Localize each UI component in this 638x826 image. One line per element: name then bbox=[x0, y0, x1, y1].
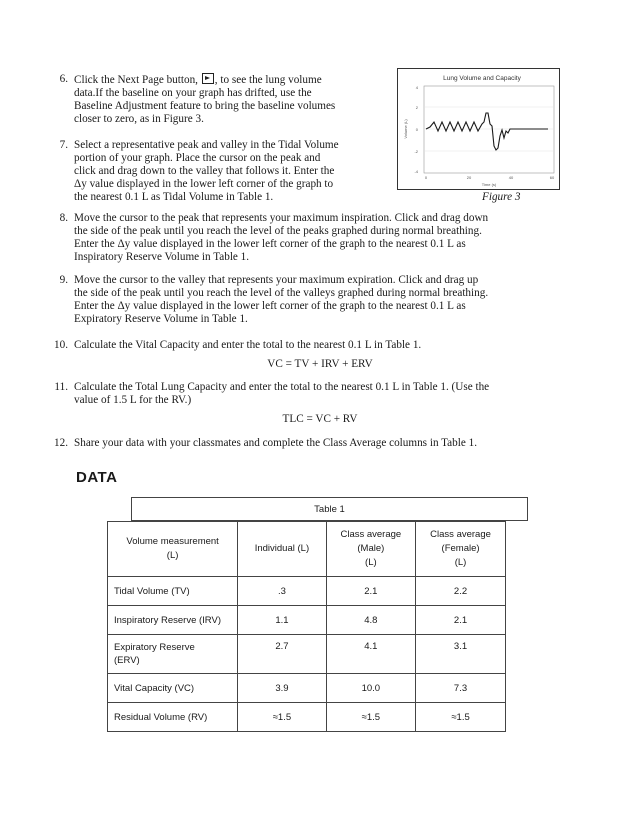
individual-value: ≈1.5 bbox=[238, 703, 326, 732]
table-row bbox=[108, 577, 506, 606]
y-tick: 4 bbox=[415, 85, 418, 90]
individual-value: .3 bbox=[238, 577, 326, 606]
y-tick: 2 bbox=[415, 105, 418, 110]
step-text: Share your data with your classmates and complete the Class Average columns in Table 1. bbox=[74, 437, 477, 449]
table-row bbox=[108, 635, 506, 674]
figure-caption: Figure 3 bbox=[482, 191, 521, 203]
step-text: Click the Next Page button, , to see the lung volume data.If the baseline on your graph has drifted, use the Baseline Adjustment feature to bring the baseline volumes closer to zero, as in Figure 3. bbox=[74, 74, 336, 125]
individual-value: 2.7 bbox=[238, 635, 326, 674]
x-tick: 60 bbox=[549, 175, 555, 180]
x-axis-label: Time (s) bbox=[481, 182, 497, 187]
individual-value: 1.1 bbox=[238, 606, 326, 635]
lung-volume-graph bbox=[398, 69, 559, 189]
graph-title: Lung Volume and Capacity bbox=[443, 75, 521, 82]
step-number: 12. bbox=[54, 437, 68, 449]
step-number: 6. bbox=[59, 73, 68, 85]
male-average-value: 4.8 bbox=[326, 606, 415, 635]
table-caption: Table 1 bbox=[131, 497, 528, 521]
x-tick: 0 bbox=[424, 175, 428, 180]
header-volume-measurement: Volume measurement (L) bbox=[108, 522, 238, 577]
row-label: Tidal Volume (TV) bbox=[108, 577, 238, 606]
step-number: 10. bbox=[54, 339, 68, 351]
individual-value: 3.9 bbox=[238, 674, 326, 703]
x-tick: 40 bbox=[508, 175, 514, 180]
x-tick: 20 bbox=[466, 175, 472, 180]
y-tick: 0 bbox=[415, 127, 418, 132]
female-average-value: 2.1 bbox=[416, 606, 506, 635]
female-average-value: 2.2 bbox=[416, 577, 506, 606]
header-class-average-female: Class average (Female) (L) bbox=[416, 522, 506, 577]
step-number: 9. bbox=[59, 274, 68, 286]
y-axis-label: Volume (L) bbox=[403, 119, 408, 139]
row-label: Inspiratory Reserve (IRV) bbox=[108, 606, 238, 635]
row-label: Residual Volume (RV) bbox=[108, 703, 238, 732]
data-table bbox=[107, 521, 506, 732]
step-number: 8. bbox=[59, 212, 68, 224]
step-number: 11. bbox=[54, 381, 68, 393]
row-label: Expiratory Reserve (ERV) bbox=[108, 635, 238, 674]
male-average-value: ≈1.5 bbox=[326, 703, 415, 732]
table-header-row bbox=[108, 522, 506, 577]
table-row bbox=[108, 703, 506, 732]
step-number: 7. bbox=[59, 139, 68, 151]
table-row bbox=[108, 606, 506, 635]
male-average-value: 10.0 bbox=[326, 674, 415, 703]
step-text: Select a representative peak and valley in the Tidal Volume portion of your graph. Place the cursor on the peak and click and drag down to the valley that follows it. Enter the Δy value displayed in the lower left corner of the graph to the nearest 0.1 L as Tidal Volume in Table 1. bbox=[74, 139, 339, 203]
figure-3-graph bbox=[397, 68, 560, 190]
male-average-value: 2.1 bbox=[326, 577, 415, 606]
step-text: Move the cursor to the peak that represents your maximum inspiration. Click and drag down the side of the peak until you reach the level of the peaks graphed during normal breathing. Enter the Δy value displayed in the lower left corner of the graph to the nearest 0.1 L as Inspiratory Reserve Volume in Table 1. bbox=[74, 212, 489, 263]
female-average-value: ≈1.5 bbox=[416, 703, 506, 732]
male-average-value: 4.1 bbox=[326, 635, 415, 674]
header-individual: Individual (L) bbox=[238, 522, 326, 577]
next-page-icon bbox=[202, 73, 214, 84]
step-text: Calculate the Total Lung Capacity and enter the total to the nearest 0.1 L in Table 1. (Use the value of 1.5 L for the RV.) bbox=[74, 381, 490, 406]
female-average-value: 3.1 bbox=[416, 635, 506, 674]
table-row bbox=[108, 674, 506, 703]
row-label: Vital Capacity (VC) bbox=[108, 674, 238, 703]
y-tick: -2 bbox=[414, 149, 418, 154]
female-average-value: 7.3 bbox=[416, 674, 506, 703]
step-text: Calculate the Vital Capacity and enter the total to the nearest 0.1 L in Table 1. bbox=[74, 339, 422, 351]
data-heading: DATA bbox=[76, 469, 118, 486]
vc-formula: VC = TV + IRV + ERV bbox=[267, 358, 373, 370]
step-text: Move the cursor to the valley that represents your maximum expiration. Click and drag up the side of the peak until you reach the level of the valleys graphed during normal breathing. Enter the Δy value displayed in the lower left corner of the graph to the nearest 0.1 L as Expiratory Reserve Volume in Table 1. bbox=[74, 274, 489, 325]
header-class-average-male: Class average (Male) (L) bbox=[326, 522, 415, 577]
y-tick: -4 bbox=[414, 169, 418, 174]
tlc-formula: TLC = VC + RV bbox=[282, 413, 358, 425]
